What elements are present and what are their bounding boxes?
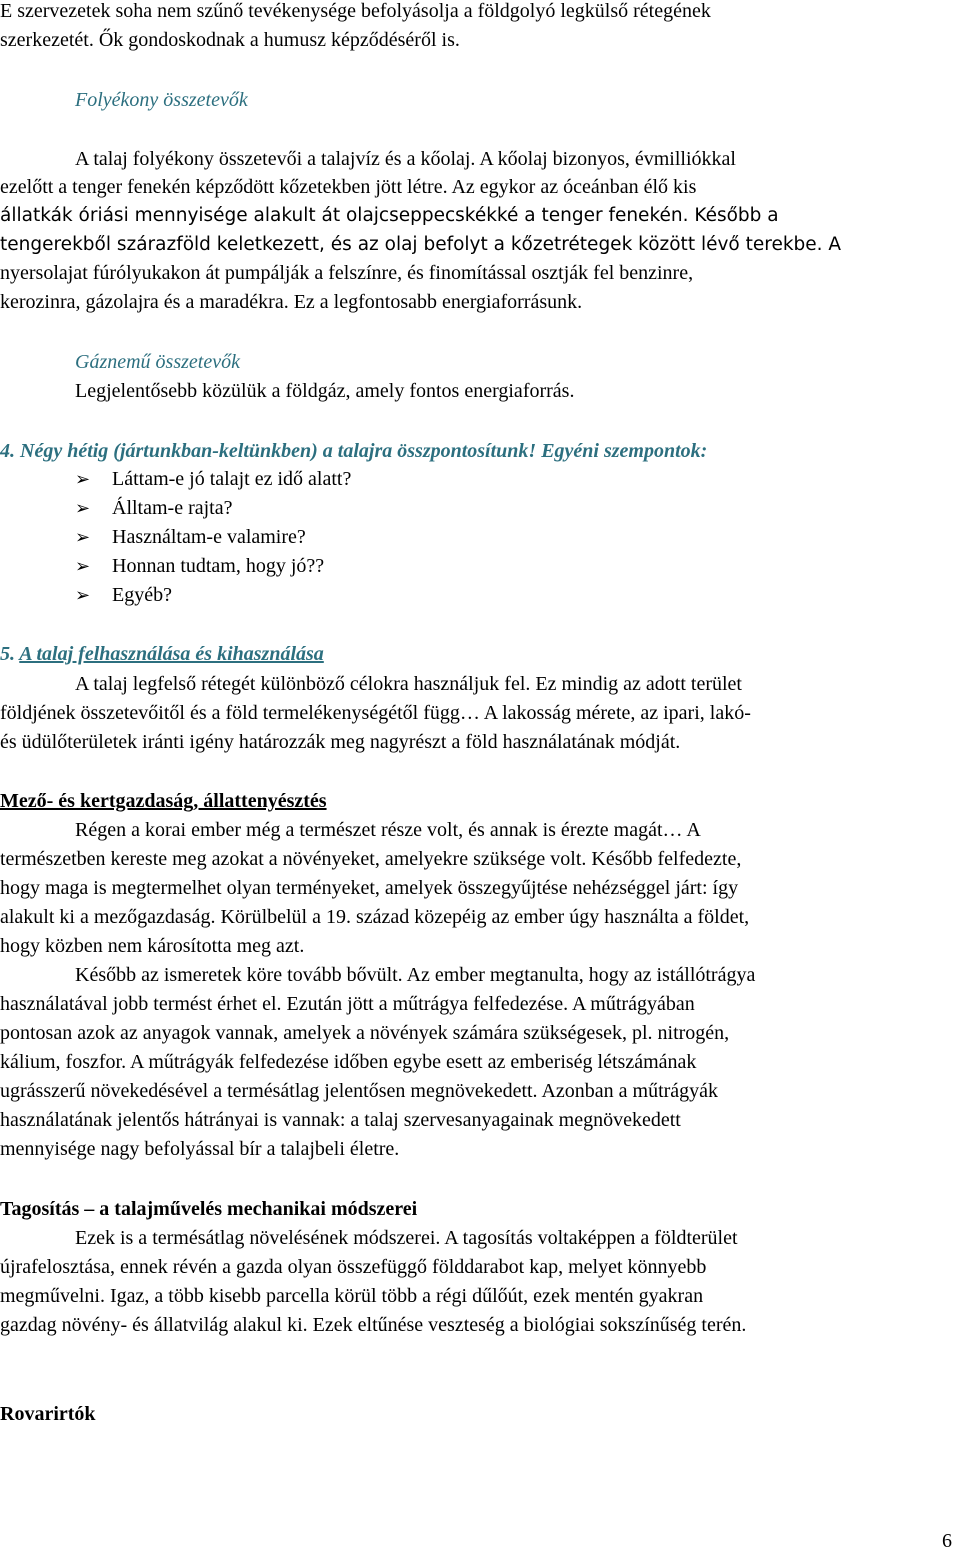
liquid-line-5: nyersolajat fúrólyukakon át pumpálják a felszínre, és finomítással osztják fel benzinre,: [0, 262, 694, 284]
agri-line-4: alakult ki a mezőgazdaság. Körülbelül a 19. század közepéig az ember úgy használta a földet,: [0, 906, 750, 928]
agri-line-12: mennyisége nagy befolyással bír a talajbeli életre.: [0, 1138, 400, 1160]
intro-line-1: E szervezetek soha nem szűnő tevékenysége befolyásolja a földgolyó legkülső rétegének: [0, 0, 711, 22]
arrow-bullet-icon: ➢: [75, 527, 91, 548]
agri-line-11: használatának jelentős hátrányai is vannak: a talaj szervesanyagainak megnövekedett: [0, 1109, 681, 1131]
rovar-heading: Rovarirtók: [0, 1403, 96, 1425]
liquid-heading: Folyékony összetevők: [75, 89, 248, 111]
section-5-line-2: földjének összetevőitől és a föld termelékenységétől függ… A lakosság mérete, az ipari, lakó-: [0, 702, 751, 724]
section-5-heading: [0, 640, 324, 669]
tag-line-2: újrafelosztása, ennek révén a gazda olyan összefüggő földdarabot kap, melyet könnyebb: [0, 1256, 707, 1278]
agri-line-2: természetben kereste meg azokat a növényeket, amelyekre szüksége volt. Később felfedezte,: [0, 848, 742, 870]
tag-line-4: gazdag növény- és állatvilág alakul ki. Ezek eltűnése veszteség a biológiai sokszínűség terén.: [0, 1314, 747, 1336]
arrow-bullet-icon: ➢: [75, 498, 91, 519]
agri-line-9: kálium, foszfor. A műtrágyák felfedezése időben egybe esett az emberiség létszámának: [0, 1051, 697, 1073]
list-item: ➢ Álltam-e rajta?: [75, 494, 233, 523]
section-5-number: 5.: [0, 643, 15, 665]
agri-line-7: használatával jobb termést érhet el. Ezután jött a műtrágya felfedezése. A műtrágyában: [0, 993, 695, 1015]
agri-heading: Mező- és kertgazdaság, állattenyésztés: [0, 790, 327, 812]
gas-heading: Gáznemű összetevők: [75, 351, 240, 373]
list-item: ➢ Használtam-e valamire?: [75, 523, 306, 552]
agri-line-1: Régen a korai ember még a természet része volt, és annak is érezte magát… A: [75, 819, 701, 841]
tag-line-3: megművelni. Igaz, a több kisebb parcella körül több a régi dűlőút, ezek mentén gyakran: [0, 1285, 704, 1307]
agri-line-8: pontosan azok az anyagok vannak, amelyek a növények számára szükségesek, pl. nitrogén,: [0, 1022, 730, 1044]
list-item: ➢ Honnan tudtam, hogy jó??: [75, 552, 324, 581]
tag-line-1: Ezek is a termésátlag növelésének módszerei. A tagosítás voltaképpen a földterület: [75, 1227, 738, 1249]
arrow-bullet-icon: ➢: [75, 469, 91, 490]
section-5-line-3: és üdülőterületek iránti igény határozzák meg nagyrészt a föld használatának módját.: [0, 731, 681, 753]
list-item: ➢ Egyéb?: [75, 581, 172, 610]
tag-heading: Tagosítás – a talajművelés mechanikai módszerei: [0, 1198, 418, 1220]
page-number: 6: [942, 1530, 952, 1552]
liquid-line-6: kerozinra, gázolajra és a maradékra. Ez a legfontosabb energiaforrásunk.: [0, 291, 583, 313]
arrow-bullet-icon: ➢: [75, 556, 91, 577]
arrow-bullet-icon: ➢: [75, 585, 91, 606]
liquid-line-3: állatkák óriási mennyisége alakult át olajcseppecskékké a tenger fenekén. Később a: [0, 205, 779, 226]
list-item: ➢ Láttam-e jó talajt ez idő alatt?: [75, 465, 351, 494]
agri-line-3: hogy maga is megtermelhet olyan terményeket, amelyek összegyűjtése nehézséggel járt: így: [0, 877, 739, 899]
liquid-line-1: A talaj folyékony összetevői a talajvíz és a kőolaj. A kőolaj bizonyos, évmilliókkal: [75, 148, 736, 170]
intro-line-2: szerkezetét. Ők gondoskodnak a humusz képződéséről is.: [0, 29, 460, 51]
section-4-heading: 4. Négy hétig (jártunkban-keltünkben) a talajra összpontosítunk! Egyéni szempontok:: [0, 440, 708, 462]
section-5-line-1: A talaj legfelső rétegét különböző célokra használjuk fel. Ez mindig az adott terület: [75, 673, 742, 695]
gas-text: Legjelentősebb közülük a földgáz, amely fontos energiaforrás.: [75, 380, 575, 402]
agri-line-5: hogy közben nem károsította meg azt.: [0, 935, 305, 957]
agri-line-10: ugrásszerű növekedésével a termésátlag jelentősen megnövekedett. Azonban a műtrágyák: [0, 1080, 719, 1102]
agri-line-6: Később az ismeretek köre tovább bővült. Az ember megtanulta, hogy az istállótrágya: [75, 964, 756, 986]
liquid-line-4: tengerekből szárazföld keletkezett, és az olaj befolyt a kőzetrétegek között lévő terekbe. A: [0, 234, 842, 255]
section-5-title: A talaj felhasználása és kihasználása: [19, 643, 324, 665]
liquid-line-2: ezelőtt a tenger fenekén képződött kőzetekben jött létre. Az egykor az óceánban élő kis: [0, 176, 697, 198]
